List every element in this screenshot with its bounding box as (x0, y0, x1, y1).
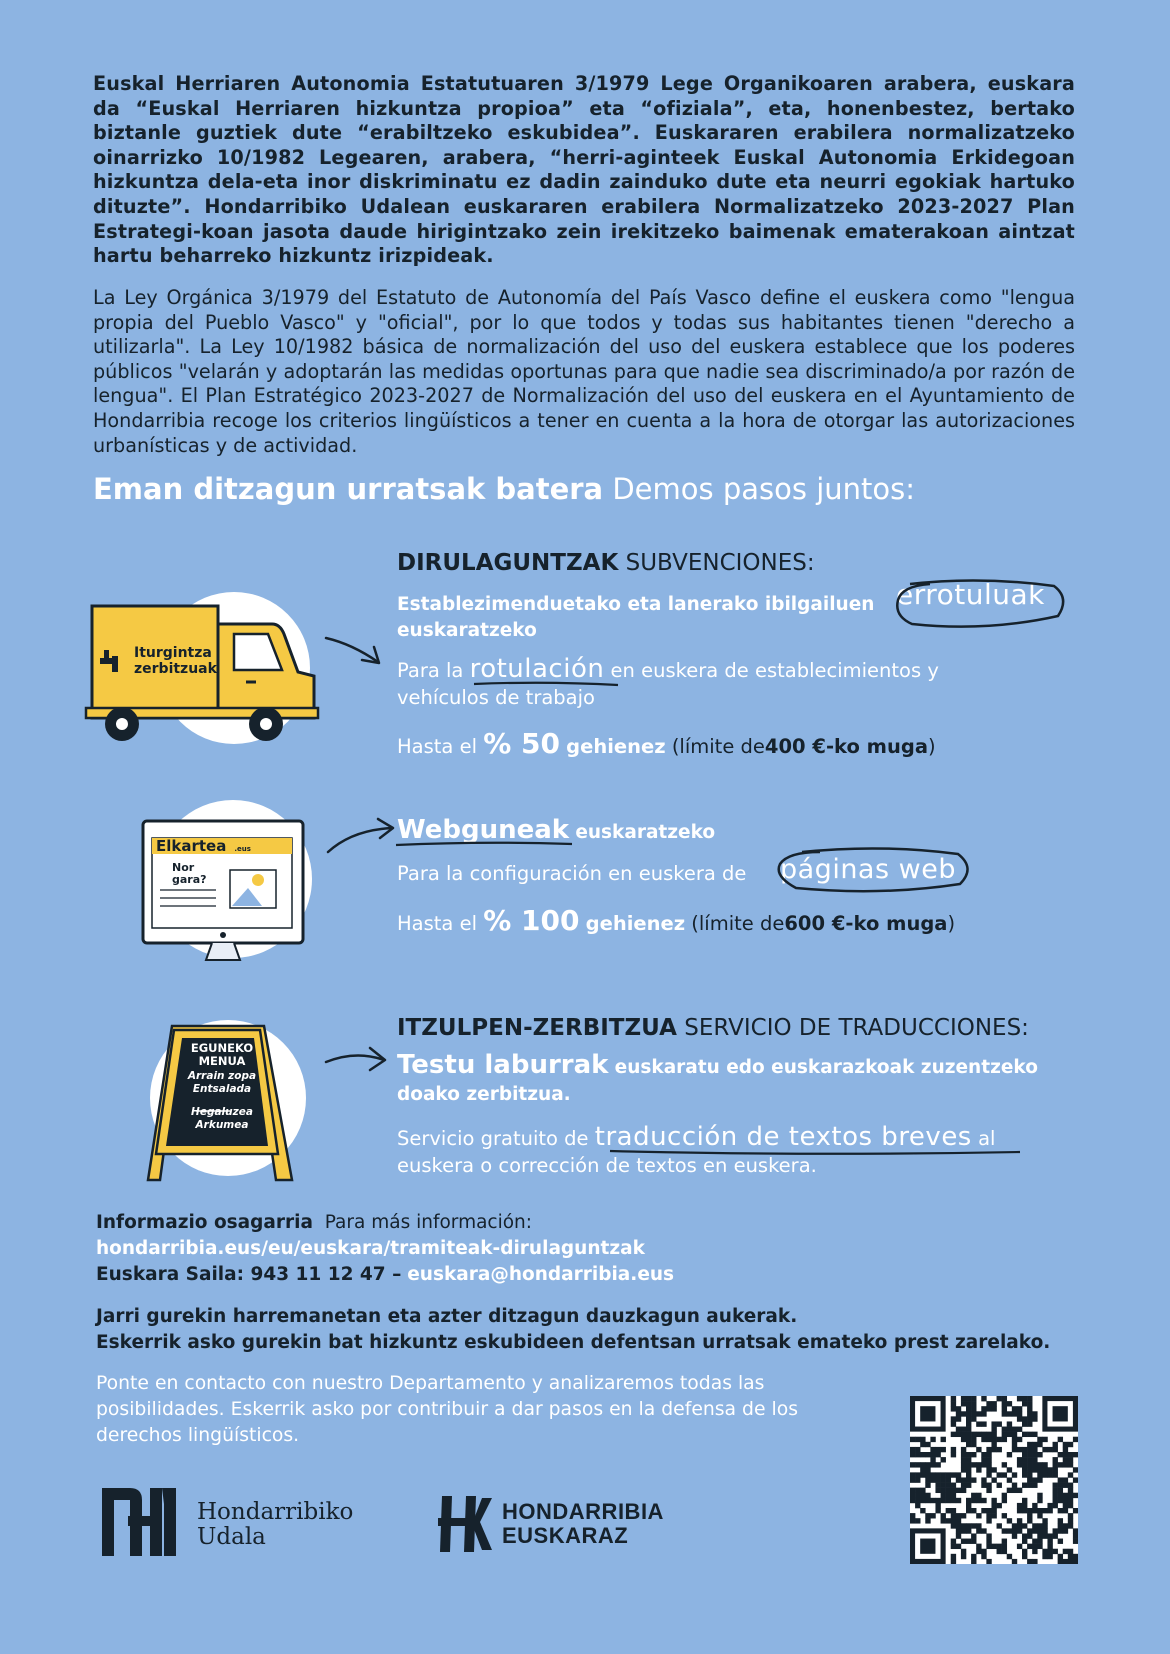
signage-es-post1: en euskera de establecimientos y (610, 659, 939, 682)
headline-es: Demos pasos juntos: (612, 472, 916, 506)
info-dept-phone: Euskara Saila: 943 11 12 47 – (96, 1264, 402, 1285)
menu-line-6: Arkumea (195, 1119, 249, 1131)
headline-eu: Eman ditzagun urratsak batera (93, 472, 604, 506)
intro-spanish: La Ley Orgánica 3/1979 del Estatuto de Autonomía del País Vasco define el euskera como "lengua propia del Pueblo Vasco" y "oficial", por lo que todos y todas sus habitantes tienen "derecho a utilizarla". La Ley 10/1982 básica de normalización del uso del euskera establece que los poderes públicos "velarán y adoptarán las medidas oportunas para que nadie sea discriminado/a por razón de lengua". El Plan Estratégico 2023-2027 de Normalización del uso del euskera en el Ayuntamiento de Hondarribia recoge los criterios lingüísticos a tener en cuenta a la hora de otorgar las autorizaciones urbanísticas y de actividad. (93, 286, 1075, 457)
contact-eu-line2: Eskerrik asko gurekin bat hizkuntz eskubideen defentsan urratsak emateko prest zarelako. (96, 1332, 1051, 1353)
signage-eu-post: euskaratzeko (397, 620, 537, 641)
web-question-2: gara? (172, 873, 207, 886)
contact-eu-line1: Jarri gurekin harremanetan eta azter ditzagun dauzkagun aukerak. (96, 1306, 798, 1327)
web-es-pre: Para la configuración en euskera de (397, 862, 747, 885)
contact-es: Ponte en contacto con nuestro Departamento y analizaremos todas las posibilidades. Eskerrik asko por contribuir a dar pasos en la defensa de los derechos lingüísticos. (96, 1373, 798, 1446)
web-limit-close: ) (947, 912, 956, 935)
highlight-ellipse (772, 846, 976, 896)
hondarribia-euskaraz-logo-icon (436, 1494, 494, 1554)
web-brand-name: Elkartea (156, 837, 227, 855)
euskaraz-logo-line1: HONDARRIBIA (502, 1499, 664, 1524)
web-question-1: Nor (172, 861, 195, 874)
truck-label-1: Iturgintza (134, 645, 212, 661)
qr-code[interactable] (910, 1396, 1078, 1564)
translation-title-eu: ITZULPEN-ZERBITZUA (397, 1015, 677, 1041)
translation-title (397, 1015, 1029, 1041)
euskaraz-logo-text (502, 1500, 664, 1548)
translation-es-keyword: traducción de textos breves (594, 1122, 972, 1152)
underline-stroke (394, 840, 574, 848)
info-label-eu: Informazio osagarria (96, 1212, 313, 1233)
highlight-ellipse (890, 578, 1070, 630)
menu-line-4: Entsalada (192, 1083, 252, 1095)
translation-eu-post1: euskaratu edo euskarazkoak zuzentzeko (614, 1057, 1038, 1078)
web-limit-pct: % 100 (483, 904, 580, 937)
truck-label (134, 645, 217, 677)
subsidies-title (397, 550, 815, 576)
menu-line-5: Hegaluzea (191, 1106, 253, 1118)
signage-es-post2: vehículos de trabajo (397, 686, 595, 709)
menu-line-2: MENUA (198, 1054, 246, 1068)
web-question (172, 862, 207, 886)
web-brand (156, 837, 251, 855)
arrow-icon (322, 630, 384, 672)
truck-label-2: zerbitzuak (134, 661, 217, 677)
signage-limit-pre: Hasta el (397, 735, 477, 758)
signage-eu-pre: Establezimenduetako eta lanerako ibilgailuen (397, 594, 875, 615)
translation-es-pre: Servicio gratuito de (397, 1127, 589, 1150)
web-eu-post: euskaratzeko (575, 822, 716, 843)
web-eu-keyword: Webguneak (397, 815, 570, 845)
signage-es-keyword: rotulación (469, 654, 605, 684)
arrow-icon (322, 1040, 390, 1076)
web-es-keyword: páginas web (780, 854, 956, 885)
info-url-link[interactable]: hondarribia.eus/eu/euskara/tramiteak-dirulaguntzak (96, 1238, 645, 1259)
hondarribia-udala-logo-icon (100, 1484, 180, 1558)
translation-eu-keyword: Testu laburrak (397, 1050, 609, 1080)
translation-es-post1: al (978, 1127, 996, 1150)
info-email-link[interactable]: euskara@hondarribia.eus (407, 1264, 675, 1285)
signage-limit-open: (límite de (671, 735, 765, 758)
signage-limit-mid: gehienez (566, 735, 666, 758)
menu-board-text (172, 1042, 272, 1132)
translation-eu-post2: doako zerbitzua. (397, 1084, 571, 1105)
intro-basque: Euskal Herriaren Autonomia Estatutuaren 3/1979 Lege Organikoaren arabera, euskara da “Euskal Herriaren hizkuntza propioa” eta “ofiziala”, eta, honenbestez, bertako biztanle guztiek dute “erabiltzeko eskubidea”. Euskararen erabilera normalizatzeko oinarrizko 10/1982 Legearen, arabera, “herri-aginteek Euskal Autonomia Erkidegoan hizkuntza dela-eta inor diskriminatu ez dadin zainduko dute eta neurri egokiak hartuko dituzte”. Hondarribiko Udalean euskararen erabilera Normalizatzeko 2023-2027 Plan Estrategi-koan jasota daude hirigintzako zein irekitzeko baimenak ematerakoan aintzat hartu beharreko hizkuntz irizpideak. (93, 72, 1075, 268)
signage-eu-keyword: errotuluak (896, 578, 1045, 611)
signage-eu-line (397, 594, 874, 615)
web-limit (397, 904, 955, 937)
udala-logo-line1: Hondarribiko (197, 1499, 354, 1525)
euskaraz-logo-line2: EUSKARAZ (502, 1523, 629, 1548)
signage-limit-pct: % 50 (483, 727, 560, 760)
signage-limit (397, 727, 936, 760)
web-limit-pre: Hasta el (397, 912, 477, 935)
info-label-line (96, 1210, 674, 1236)
info-block (96, 1210, 674, 1288)
web-brand-tld: .eus (234, 845, 251, 853)
headline (93, 472, 915, 506)
subsidies-title-es: SUBVENCIONES: (625, 550, 815, 576)
udala-logo-line2: Udala (197, 1524, 266, 1550)
signage-limit-amount: 400 €-ko muga (764, 735, 928, 758)
signage-limit-close: ) (928, 735, 936, 758)
menu-line-1: EGUNEKO (190, 1041, 254, 1055)
contact-eu (96, 1304, 1050, 1356)
web-limit-amount: 600 €-ko muga (784, 912, 948, 935)
translation-es-post2: euskera o corrección de textos en euskera. (397, 1154, 817, 1177)
translation-eu-line1 (397, 1050, 1038, 1080)
web-limit-open: (límite de (691, 912, 785, 935)
arrow-icon (322, 816, 398, 858)
subsidies-title-eu: DIRULAGUNTZAK (397, 550, 619, 576)
signage-es-pre: Para la (397, 659, 464, 682)
udala-logo-text (197, 1500, 353, 1550)
web-limit-mid: gehienez (585, 912, 686, 935)
menu-line-3: Arrain zopa (187, 1070, 257, 1082)
info-label-es: Para más información: (324, 1212, 533, 1233)
translation-title-es: SERVICIO DE TRADUCCIONES: (684, 1015, 1029, 1041)
